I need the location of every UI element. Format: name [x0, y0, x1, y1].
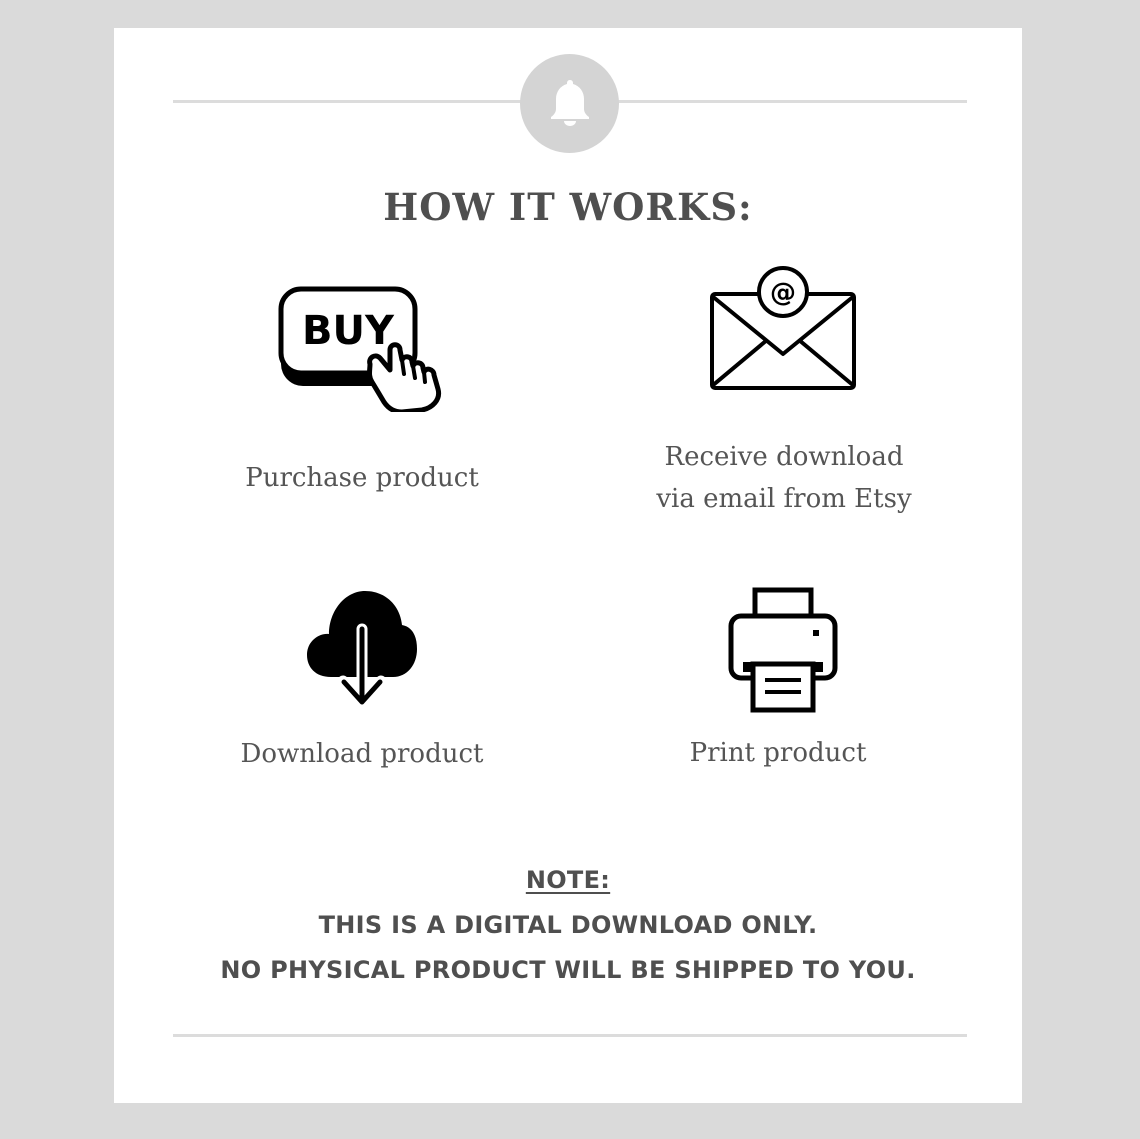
printer-icon	[727, 586, 841, 714]
step-purchase-label	[212, 457, 512, 499]
bell-icon	[547, 79, 593, 127]
step-print-label	[628, 732, 928, 774]
step-receive-label	[624, 436, 944, 520]
step-purchase-label-line: Purchase product	[245, 463, 479, 493]
bottom-divider	[173, 1034, 967, 1037]
top-divider-left	[173, 100, 523, 103]
page-title: HOW IT WORKS:	[383, 185, 753, 229]
at-symbol: @	[770, 278, 796, 308]
step-download-label	[212, 733, 512, 775]
step-print-label-line: Print product	[689, 738, 867, 768]
bell-badge	[520, 54, 619, 153]
cloud-download-icon	[305, 589, 419, 711]
note-no-shipping: NO PHYSICAL PRODUCT WILL BE SHIPPED TO YOU.	[220, 956, 916, 984]
envelope-at-icon	[709, 266, 859, 392]
buy-icon-text: BUY	[302, 308, 394, 354]
note-title: NOTE:	[525, 866, 611, 894]
note-digital-only: THIS IS A DIGITAL DOWNLOAD ONLY.	[318, 911, 818, 939]
top-divider-right	[614, 100, 967, 103]
step-download-label-line: Download product	[240, 739, 484, 769]
step-receive-label-line-2: via email from Etsy	[656, 484, 912, 514]
step-receive-label-line-1: Receive download	[664, 442, 904, 472]
buy-button-hand-icon	[278, 286, 448, 412]
info-card	[114, 28, 1022, 1103]
